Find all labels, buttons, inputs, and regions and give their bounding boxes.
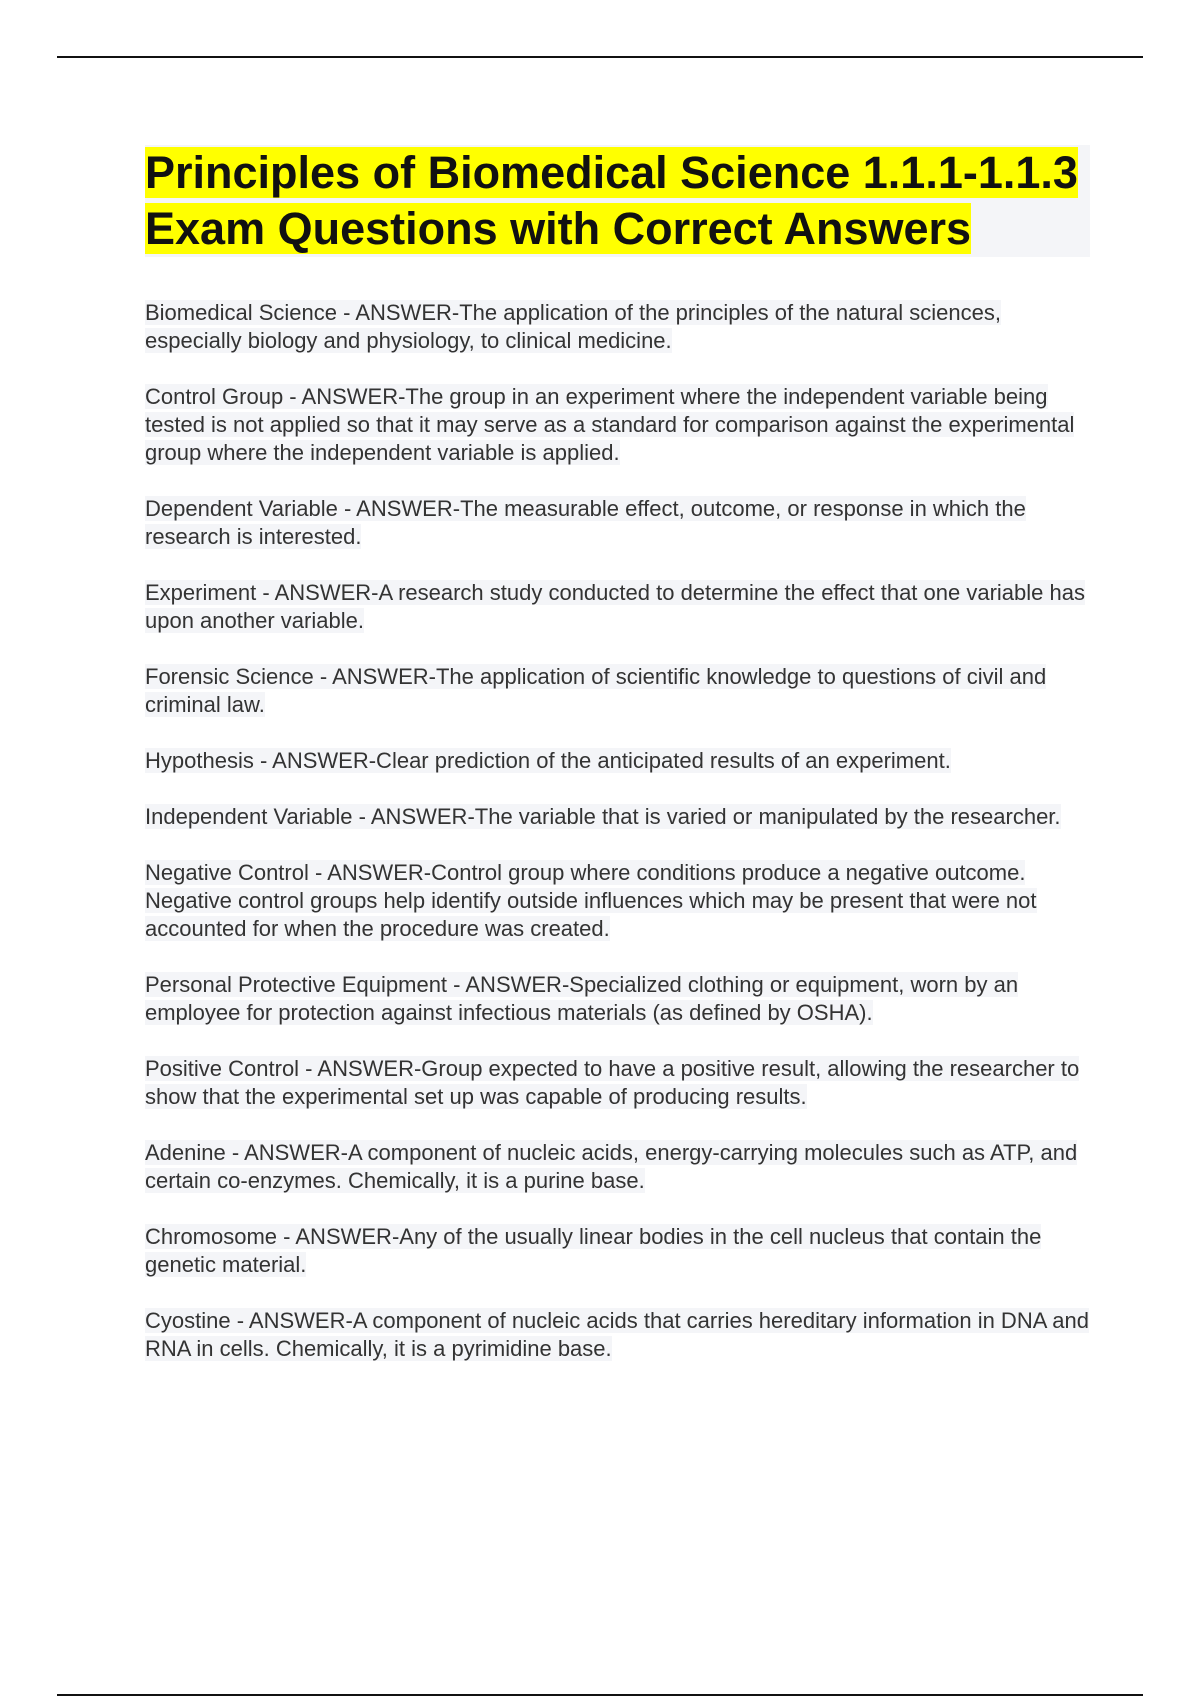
qa-entry-text: Independent Variable - ANSWER-The variable that is varied or manipulated by the researcher. xyxy=(145,804,1061,829)
qa-entry xyxy=(145,383,1090,467)
qa-entry-text: Positive Control - ANSWER-Group expected to have a positive result, allowing the researcher to show that the experimental set up was capable of producing results. xyxy=(145,1056,1080,1109)
qa-entry-text: Hypothesis - ANSWER-Clear prediction of the anticipated results of an experiment. xyxy=(145,748,951,773)
document-title-text: Principles of Biomedical Science 1.1.1-1.1.3 Exam Questions with Correct Answers xyxy=(145,147,1078,254)
qa-entry xyxy=(145,663,1090,719)
qa-entry xyxy=(145,1223,1090,1279)
qa-entry-text: Negative Control - ANSWER-Control group where conditions produce a negative outcome. Negative control groups help identify outside influences which may be present that were not accounted for when the procedure was created. xyxy=(145,860,1037,941)
qa-entry-text: Control Group - ANSWER-The group in an experiment where the independent variable being tested is not applied so that it may serve as a standard for comparison against the experimental group where the independent variable is applied. xyxy=(145,384,1075,465)
qa-entry xyxy=(145,747,1090,775)
top-rule xyxy=(57,56,1143,58)
bottom-rule xyxy=(57,1694,1143,1696)
title-block xyxy=(145,145,1090,257)
qa-entry-text: Personal Protective Equipment - ANSWER-Specialized clothing or equipment, worn by an employee for protection against infectious materials (as defined by OSHA). xyxy=(145,972,1019,1025)
qa-entry xyxy=(145,1139,1090,1195)
qa-entry-text: Dependent Variable - ANSWER-The measurable effect, outcome, or response in which the research is interested. xyxy=(145,496,1026,549)
qa-list xyxy=(145,299,1090,1363)
qa-entry-text: Experiment - ANSWER-A research study conducted to determine the effect that one variable has upon another variable. xyxy=(145,580,1085,633)
qa-entry xyxy=(145,495,1090,551)
document-body xyxy=(145,145,1090,1391)
qa-entry-text: Cyostine - ANSWER-A component of nucleic acids that carries hereditary information in DNA and RNA in cells. Chemically, it is a pyrimidine base. xyxy=(145,1308,1089,1361)
qa-entry xyxy=(145,1055,1090,1111)
qa-entry-text: Adenine - ANSWER-A component of nucleic acids, energy-carrying molecules such as ATP, and certain co-enzymes. Chemically, it is a purine base. xyxy=(145,1140,1078,1193)
qa-entry-text: Biomedical Science - ANSWER-The application of the principles of the natural sciences, especially biology and physiology, to clinical medicine. xyxy=(145,300,1001,353)
qa-entry xyxy=(145,579,1090,635)
qa-entry-text: Forensic Science - ANSWER-The application of scientific knowledge to questions of civil and criminal law. xyxy=(145,664,1047,717)
qa-entry xyxy=(145,859,1090,943)
qa-entry xyxy=(145,803,1090,831)
qa-entry xyxy=(145,1307,1090,1363)
qa-entry xyxy=(145,971,1090,1027)
document-title xyxy=(145,145,1090,257)
qa-entry-text: Chromosome - ANSWER-Any of the usually linear bodies in the cell nucleus that contain the genetic material. xyxy=(145,1224,1042,1277)
qa-entry xyxy=(145,299,1090,355)
